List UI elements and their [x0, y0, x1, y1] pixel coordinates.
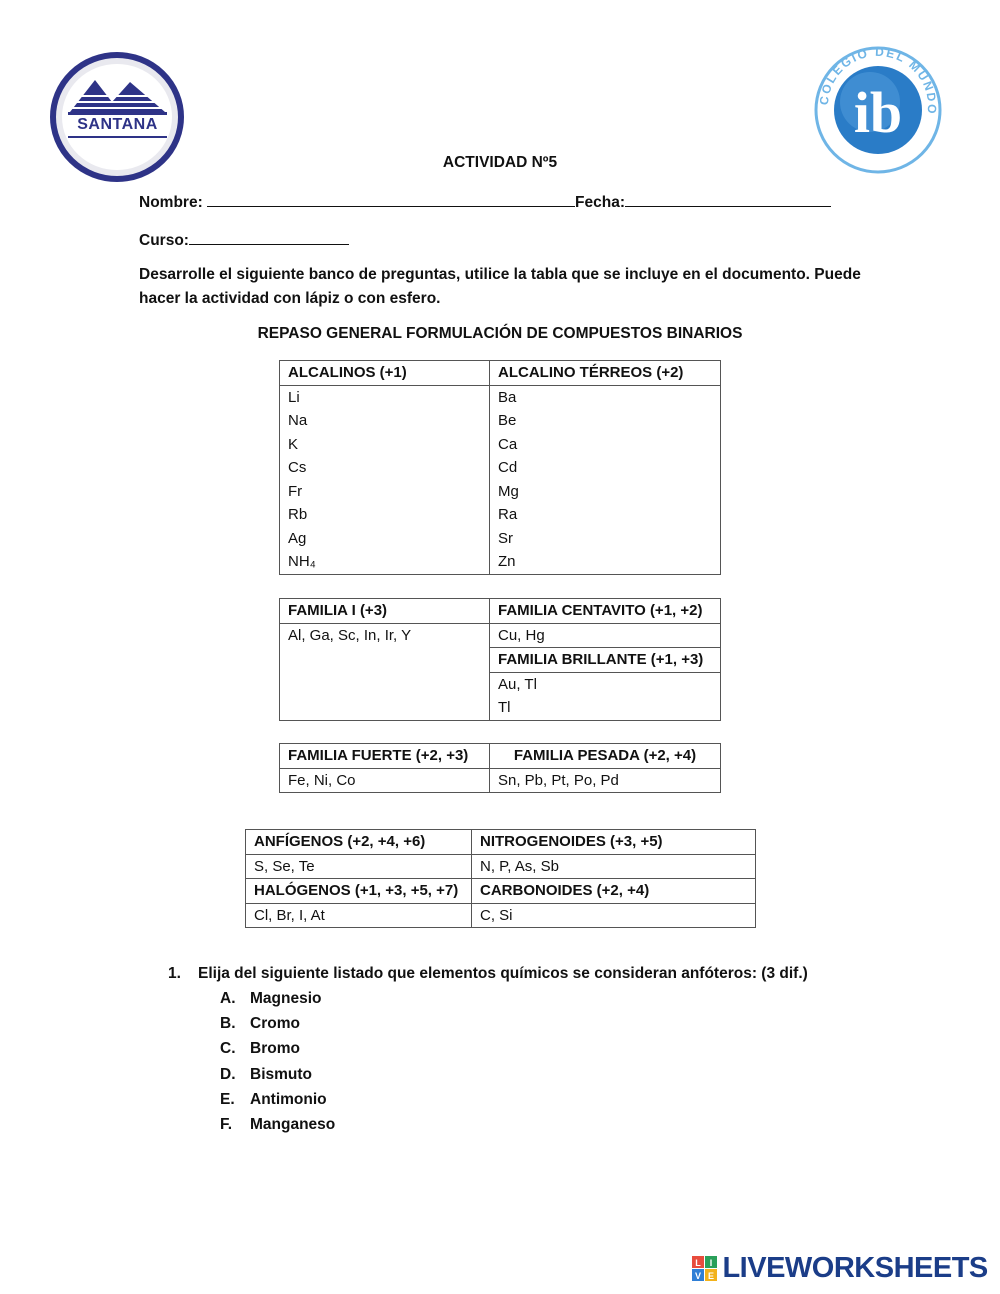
alcalinos-list: [280, 385, 490, 574]
list-item: Ca: [498, 435, 518, 453]
table-cell: C, Si: [472, 903, 756, 928]
liveworksheets-badge-icon: [692, 1256, 718, 1282]
table-header: ALCALINOS (+1): [280, 361, 490, 386]
table-grupos: [245, 829, 756, 928]
table-header: ALCALINO TÉRREOS (+2): [490, 361, 721, 386]
curso-line: [139, 229, 349, 250]
table-header: FAMILIA I (+3): [280, 599, 490, 624]
question-1: [168, 965, 808, 983]
table-header: ANFÍGENOS (+2, +4, +6): [246, 830, 472, 855]
page-title: ACTIVIDAD Nº5: [442, 154, 558, 171]
fecha-label: Fecha:: [575, 194, 626, 211]
liveworksheets-text: LIVEWORKSHEETS: [722, 1252, 988, 1284]
option-letter: D.: [220, 1066, 236, 1083]
table-cell: N, P, As, Sb: [472, 854, 756, 879]
list-item: Li: [288, 388, 300, 406]
nombre-blank[interactable]: [207, 191, 575, 207]
list-item: Be: [498, 412, 517, 429]
liveworksheets-brand: [692, 1252, 988, 1286]
badge-letter: I: [709, 1257, 713, 1268]
table-alcalinos: [279, 360, 721, 575]
curso-blank[interactable]: [189, 229, 349, 245]
option-b[interactable]: [220, 1015, 300, 1033]
list-item: Ra: [498, 506, 518, 523]
section-subtitle: REPASO GENERAL FORMULACIÓN DE COMPUESTOS BINARIOS: [257, 325, 743, 342]
badge-letter: L: [695, 1257, 701, 1268]
option-text: Antimonio: [250, 1091, 327, 1108]
option-f[interactable]: [220, 1116, 335, 1134]
nombre-label: Nombre:: [139, 194, 208, 211]
option-a[interactable]: [220, 990, 321, 1008]
list-item: Na: [288, 412, 308, 429]
curso-label: Curso:: [139, 232, 189, 249]
table-cell: Cl, Br, I, At: [246, 903, 472, 928]
question-number: 1.: [168, 965, 181, 982]
table-familias-2: [279, 743, 721, 793]
list-item: Sr: [498, 529, 513, 547]
badge-letter: E: [707, 1270, 715, 1281]
list-item: Cs: [288, 459, 307, 476]
option-letter: B.: [220, 1015, 236, 1032]
table-header: CARBONOIDES (+2, +4): [472, 879, 756, 904]
list-item: NH₄: [288, 553, 316, 570]
option-text: Cromo: [250, 1015, 300, 1032]
table-header: NITROGENOIDES (+3, +5): [472, 830, 756, 855]
table-cell: Al, Ga, Sc, In, Ir, Y: [280, 623, 490, 720]
option-letter: E.: [220, 1091, 235, 1108]
option-letter: F.: [220, 1116, 233, 1133]
question-text: Elija del siguiente listado que elementos químicos se consideran anfóteros: (3 dif.): [198, 965, 808, 982]
list-item: K: [288, 435, 299, 453]
list-item: Fr: [288, 482, 303, 500]
fecha-blank[interactable]: [625, 191, 831, 207]
ib-arc-text: COLEGIO DEL MUNDO: [816, 44, 940, 116]
option-d[interactable]: [220, 1066, 312, 1084]
option-text: Bismuto: [250, 1066, 312, 1083]
option-text: Manganeso: [250, 1116, 336, 1133]
list-item: Mg: [498, 482, 519, 500]
option-text: Magnesio: [250, 990, 322, 1007]
option-letter: C.: [220, 1040, 236, 1057]
table-cell: Cu, Hg: [490, 623, 721, 648]
list-item: Tl: [498, 699, 511, 716]
option-letter: A.: [220, 990, 236, 1007]
list-item: Ag: [288, 529, 307, 547]
brillante-list: [490, 672, 721, 720]
option-text: Bromo: [250, 1040, 300, 1057]
badge-letter: V: [694, 1270, 702, 1281]
santana-logo-text: SANTANA: [77, 116, 158, 133]
option-e[interactable]: [220, 1091, 327, 1109]
table-familias-1: [279, 598, 721, 721]
list-item: Zn: [498, 553, 516, 570]
table-cell: Sn, Pb, Pt, Po, Pd: [490, 768, 721, 793]
table-header: FAMILIA FUERTE (+2, +3): [280, 744, 490, 769]
instructions: Desarrolle el siguiente banco de preguntas, utilice la tabla que se incluye en el documento. Puede hacer la actividad con lápiz o con esfero.: [139, 266, 861, 307]
ib-mark-text: ib: [853, 80, 903, 145]
alcalino-terreos-list: [490, 385, 721, 574]
list-item: Cd: [498, 459, 518, 476]
nombre-fecha-line: [139, 191, 831, 212]
list-item: Rb: [288, 506, 308, 523]
list-item: Ba: [498, 388, 517, 406]
table-cell: S, Se, Te: [246, 854, 472, 879]
table-header: HALÓGENOS (+1, +3, +5, +7): [246, 879, 472, 904]
list-item: Au, Tl: [498, 675, 537, 693]
table-header: FAMILIA BRILLANTE (+1, +3): [490, 648, 721, 673]
table-header: FAMILIA CENTAVITO (+1, +2): [490, 599, 721, 624]
option-c[interactable]: [220, 1040, 300, 1058]
table-header: FAMILIA PESADA (+2, +4): [490, 744, 721, 769]
table-cell: Fe, Ni, Co: [280, 768, 490, 793]
